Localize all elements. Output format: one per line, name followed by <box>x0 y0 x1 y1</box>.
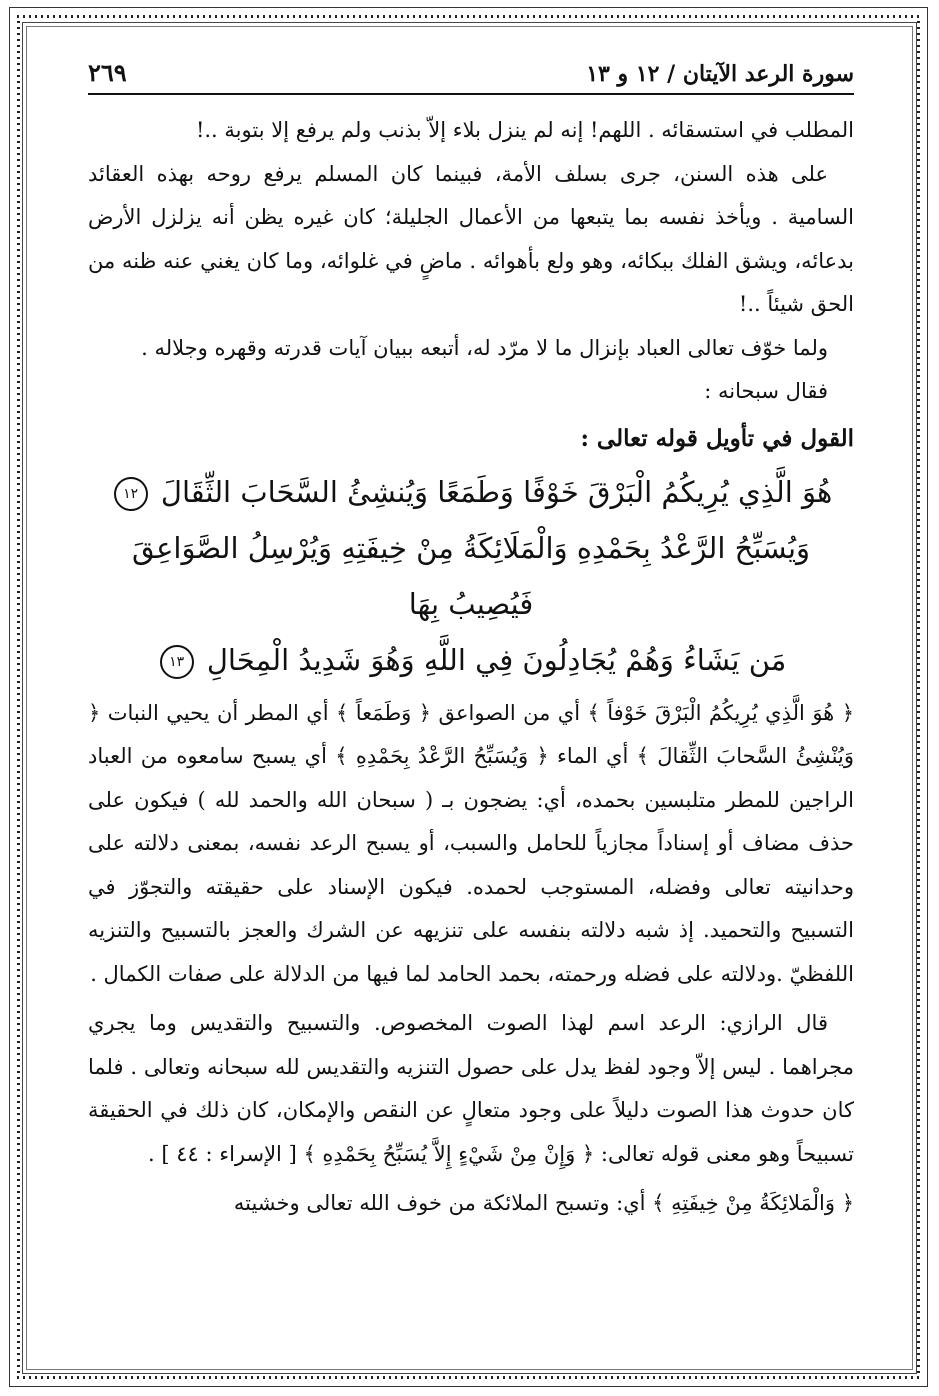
paragraph-3: ولما خوّف تعالى العباد بإنزال ما لا مرّد له، أتبعه ببيان آيات قدرته وقهره وجلاله . <box>141 335 828 360</box>
tafsir-paragraph-2: قال الرازي: الرعد اسم لهذا الصوت المخصوص. والتسبيح والتقديس وما يجري مجراهما . ليس إلاّ وجود لفظ يدل على حصول التنزيه والتقديس لله سبحانه وتعالى . فلما كان حدوث هذا الصوت دليلاً على وجود متعالٍ عن النقص والإمكان، كان ذلك في الحقيقة تسبيحاً وهو معنى قوله تعالى: ﴿ وَإِنْ مِنْ شَيْءٍ إِلاَّ يُسَبِّحُ بِحَمْدِهِ ﴾ [ الإسراء : ٤٤ ] . <box>88 1011 854 1166</box>
paragraph-4: فقال سبحانه : <box>704 379 828 403</box>
book-page <box>88 58 854 1226</box>
section-heading: القول في تأويل قوله تعالى : <box>580 424 854 452</box>
quran-line-2: وَيُسَبِّحُ الرَّعْدُ بِحَمْدِهِ وَالْمَلَائِكَةُ مِنْ خِيفَتِهِ وَيُرْسِلُ الصَّوَاعِقَ فَيُصِيبُ بِهَا <box>131 530 811 621</box>
tafsir-paragraph-3: ﴿ وَالْمَلائِكَةُ مِنْ خِيفَتِهِ ﴾ أي: وتسبح الملائكة من خوف الله تعالى وخشيته <box>233 1191 854 1215</box>
quran-line-3 <box>88 632 854 688</box>
quran-line-1-text: هُوَ الَّذِي يُرِيكُمُ الْبَرْقَ خَوْفًا وَطَمَعًا وَيُنشِئُ السَّحَابَ الثِّقَالَ <box>160 474 833 509</box>
ayah-number-13: ١٣ <box>160 645 194 679</box>
quran-verse-block <box>88 464 854 688</box>
tafsir-paragraph-1: ﴿ هُوَ الَّذِي يُرِيكُمُ الْبَرْقَ خَوْفاً ﴾ أي من الصواعق ﴿ وَطَمَعاً ﴾ أي المطر أن يحيي النبات ﴿ وَيُنْشِئُ السَّحابَ الثِّقالَ ﴾ أي الماء ﴿ وَيُسَبِّحُ الرَّعْدُ بِحَمْدِهِ ﴾ أي يسبح سامعوه من العباد الراجين للمطر متلبسين بحمده، أي: يضجون بـ ( سبحان الله والحمد لله ) فيكون على حذف مضاف أو إسناداً مجازياً للحامل والسبب، أو يسبح الرعد نفسه، بمعنى دلالته على وحدانيته تعالى وفضله، المستوجب لحمده. فيكون الإسناد على حقيقته والتجوّز في التسبيح والتحميد. إذ شبه دلالته بنفسه على تنزيهه عن الشرك والعجز بالتسبيح والتنزيه اللفظيّ .ودلالته على فضله ورحمته، بحمد الحامد لما فيها من الدلالة على صفات الكمال . <box>88 700 854 986</box>
ayah-number-12: ١٢ <box>114 477 148 511</box>
paragraph-1: المطلب في استسقائه . اللهم! إنه لم ينزل بلاء إلاّ بذنب ولم يرفع إلا بتوبة ..! <box>195 118 854 142</box>
running-header <box>88 58 854 95</box>
quran-line-3-text: مَن يَشَاءُ وَهُمْ يُجَادِلُونَ فِي اللَّهِ وَهُوَ شَدِيدُ الْمِحَالِ <box>206 642 787 677</box>
page-number: ٢٦٩ <box>88 58 127 87</box>
quran-line-1 <box>88 464 854 520</box>
paragraph-2: على هذه السنن، جرى بسلف الأمة، فبينما كان المسلم يرفع روحه بهذه العقائد السامية . ويأخذ نفسه بما يتبعها من الأعمال الجليلة؛ كان غيره يظن أنه يزلزل الأرض بدعائه، ويشق الفلك ببكائه، وهو ولع بأهوائه . ماضٍ في غلوائه، وما كان يغني عنه ظنه من الحق شيئاً ..! <box>88 161 854 316</box>
sura-title: سورة الرعد الآيتان / ١٢ و ١٣ <box>586 61 854 87</box>
